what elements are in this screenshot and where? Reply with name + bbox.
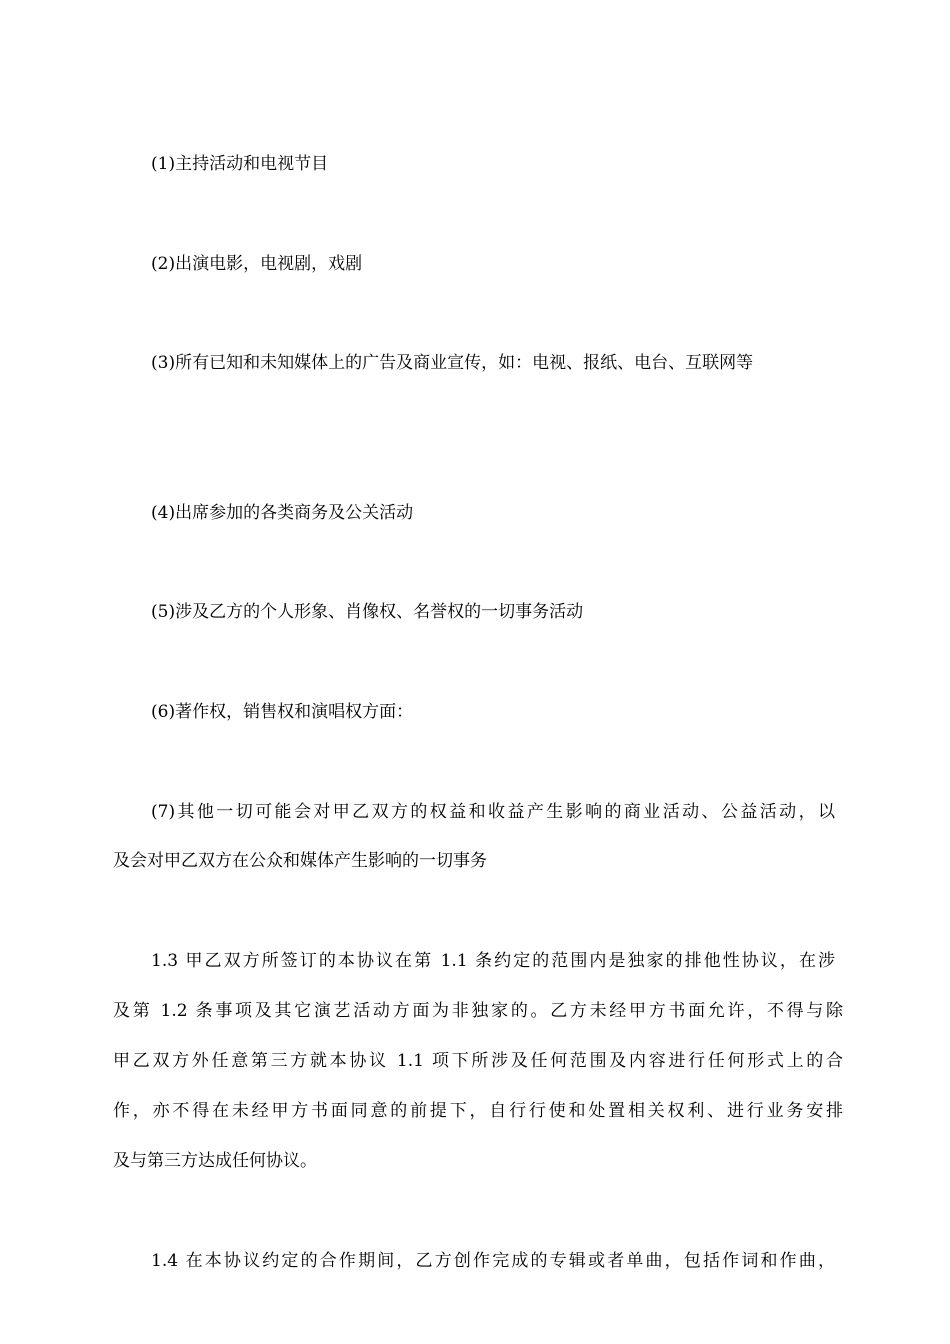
clause-1-4-line-1: 1.4 在本协议约定的合作期间，乙方创作完成的专辑或者单曲，包括作词和作曲， [151,1251,835,1271]
list-item-5: (5)涉及乙方的个人形象、肖像权、名誉权的一切事务活动 [151,602,584,622]
clause-1-3-line-2: 及第 1.2 条事项及其它演艺活动方面为非独家的。乙方未经甲方书面允许，不得与除 [113,1001,843,1021]
list-item-7-line-2: 及会对甲乙双方在公众和媒体产生影响的一切事务 [113,851,487,871]
clause-1-3-line-5: 及与第三方达成任何协议。 [113,1151,317,1171]
clause-1-3-line-3: 甲乙双方外任意第三方就本协议 1.1 项下所涉及任何范围及内容进行任何形式上的合 [113,1051,843,1071]
list-item-2: (2)出演电影，电视剧，戏剧 [151,254,363,274]
list-item-3: (3)所有已知和未知媒体上的广告及商业宣传，如：电视、报纸、电台、互联网等 [151,353,754,373]
list-item-1: (1)主持活动和电视节目 [151,154,329,174]
list-item-7-line-1: (7)其他一切可能会对甲乙双方的权益和收益产生影响的商业活动、公益活动，以 [151,802,835,822]
list-item-4: (4)出席参加的各类商务及公关活动 [151,503,414,523]
list-item-6: (6)著作权，销售权和演唱权方面： [151,702,414,722]
clause-1-3-line-1: 1.3 甲乙双方所签订的本协议在第 1.1 条约定的范围内是独家的排他性协议，在涉 [151,951,835,971]
clause-1-3-line-4: 作，亦不得在未经甲方书面同意的前提下，自行行使和处置相关权利、进行业务安排 [113,1101,843,1121]
